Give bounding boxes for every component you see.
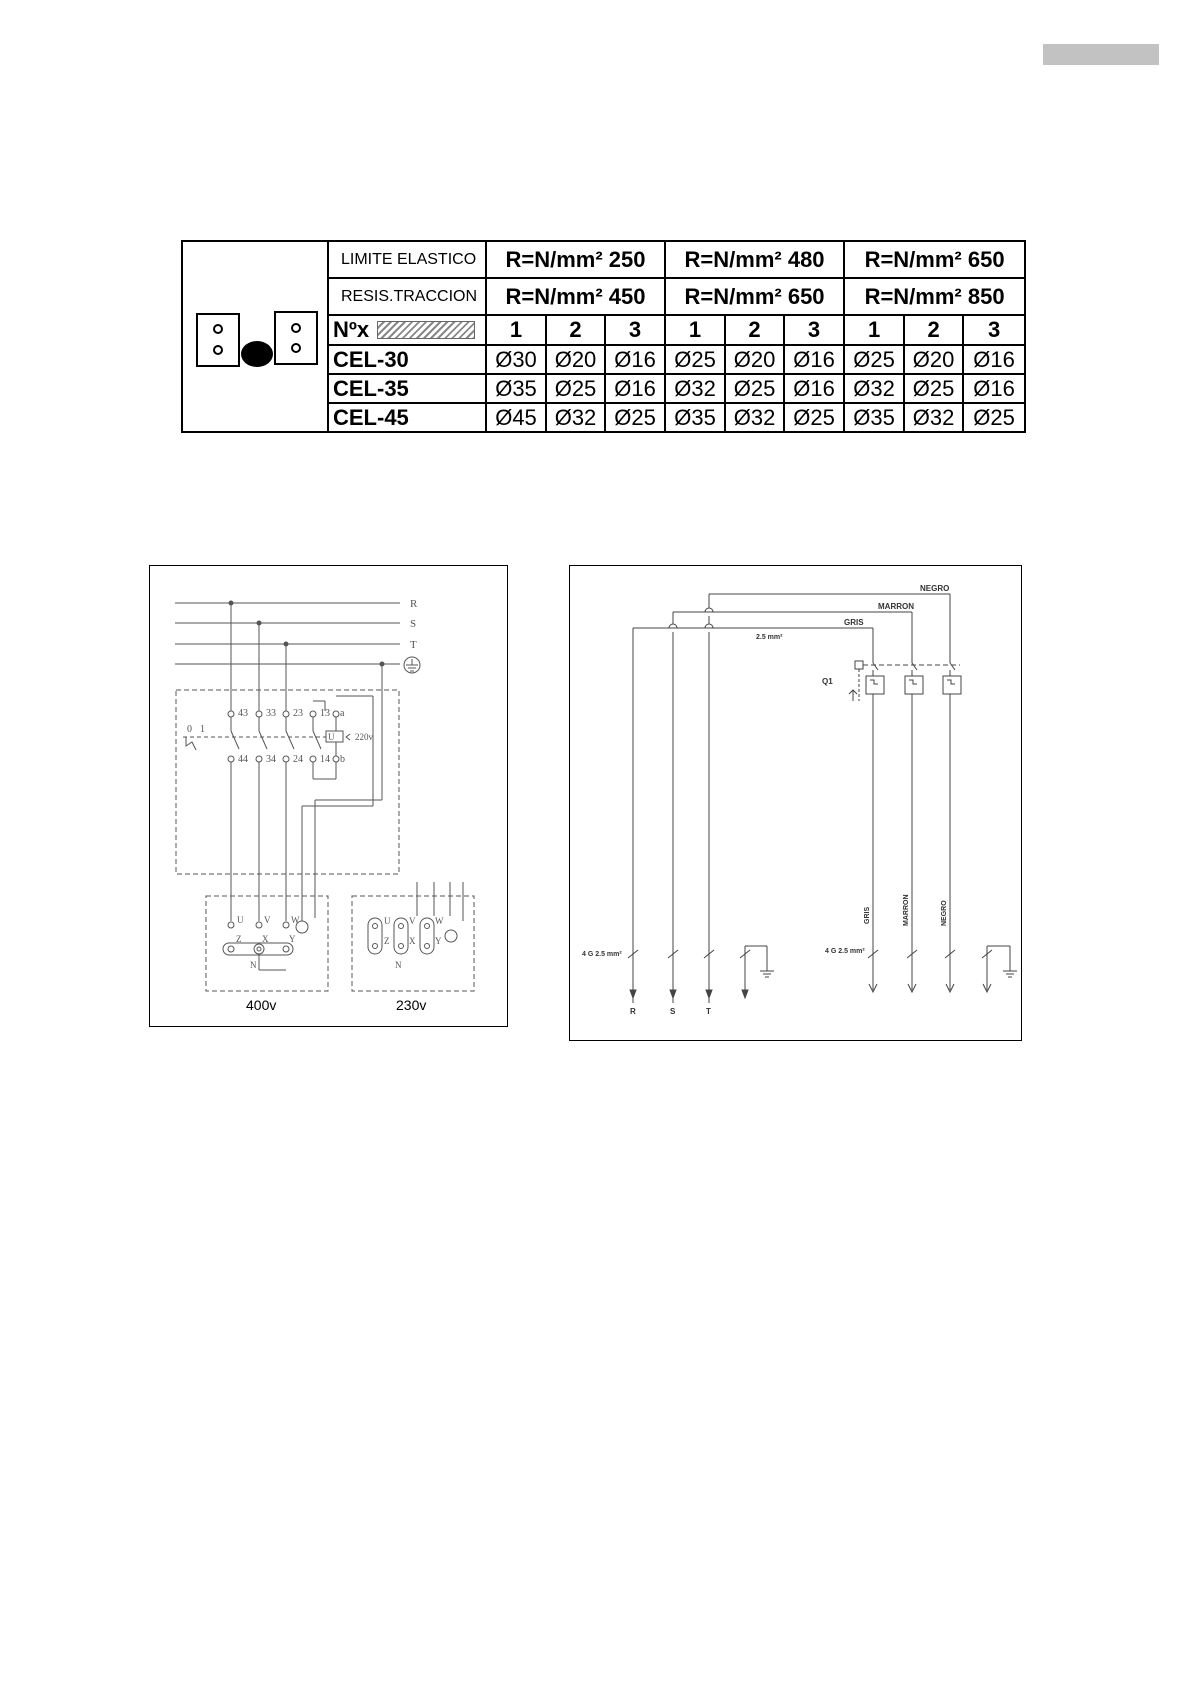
switch-label: 0 (187, 724, 192, 735)
diameter-cell: Ø35 (665, 403, 725, 432)
phase-label-t: T (706, 1007, 711, 1016)
line-label-r: R (410, 598, 418, 610)
nx-cell (328, 315, 486, 345)
number-cell: 3 (605, 315, 665, 345)
caption-230v: 230v (396, 997, 427, 1013)
wire-label-marron-vertical: MARRON (903, 894, 910, 926)
section-label: 2.5 mm² (756, 634, 783, 641)
model-label: CEL-30 (328, 345, 486, 374)
breaker-label: Q1 (822, 677, 833, 686)
terminal-label: U (384, 916, 391, 926)
nx-label: Nºx (333, 317, 370, 343)
contact-label: 34 (266, 754, 276, 765)
diameter-cell: Ø16 (963, 345, 1025, 374)
wire-label-marron: MARRON (878, 602, 914, 611)
diameter-cell: Ø16 (605, 374, 665, 403)
number-cell: 2 (725, 315, 784, 345)
limite-elastico-label: LIMITE ELASTICO (328, 241, 486, 278)
diameter-cell: Ø32 (546, 403, 605, 432)
diameter-cell: Ø20 (725, 345, 784, 374)
wire-label-negro-vertical: NEGRO (941, 900, 948, 926)
resis-value: R=N/mm² 450 (486, 278, 665, 315)
terminal-label: X (409, 936, 416, 946)
number-cell: 2 (546, 315, 605, 345)
model-label: CEL-35 (328, 374, 486, 403)
limite-value: R=N/mm² 480 (665, 241, 844, 278)
number-cell: 1 (665, 315, 725, 345)
line-label-s: S (410, 618, 417, 630)
diameter-cell: Ø35 (486, 374, 546, 403)
terminal-label: W (435, 916, 444, 926)
resis-value: R=N/mm² 850 (844, 278, 1025, 315)
diameter-cell: Ø16 (784, 374, 844, 403)
diameter-cell: Ø20 (546, 345, 605, 374)
diameter-cell: Ø32 (904, 403, 963, 432)
resis-value: R=N/mm² 650 (665, 278, 844, 315)
contact-label: 44 (238, 754, 248, 765)
clamp-illustration (182, 241, 328, 432)
limite-value: R=N/mm² 250 (486, 241, 665, 278)
diameter-cell: Ø25 (844, 345, 904, 374)
contact-label: 14 (320, 754, 330, 765)
wire-label-gris: GRIS (844, 618, 864, 627)
diameter-cell: Ø25 (784, 403, 844, 432)
neutral-label: N (395, 960, 402, 970)
diameter-cell: Ø16 (963, 374, 1025, 403)
number-cell: 1 (486, 315, 546, 345)
contact-label: 33 (266, 708, 276, 719)
terminal-label: U (237, 915, 244, 925)
terminal-label: X (262, 934, 269, 944)
model-label: CEL-45 (328, 403, 486, 432)
neutral-label: N (250, 960, 257, 970)
diameter-cell: Ø45 (486, 403, 546, 432)
diameter-cell: Ø25 (605, 403, 665, 432)
diameter-cell: Ø35 (844, 403, 904, 432)
terminal-label: V (409, 916, 416, 926)
wiring-diagram-panel (569, 565, 1022, 1041)
terminal-label: Z (236, 934, 242, 944)
diameter-cell: Ø25 (546, 374, 605, 403)
wiring-diagram-motor (149, 565, 508, 1027)
contact-label: 13 (320, 708, 330, 719)
coil-voltage: 220v (355, 732, 373, 742)
wire-label-negro: NEGRO (920, 584, 950, 593)
ground-icon (404, 657, 420, 673)
hatch-swatch (377, 321, 475, 339)
diameter-cell: Ø25 (665, 345, 725, 374)
diameter-cell: Ø20 (904, 345, 963, 374)
contact-label: 43 (238, 708, 248, 719)
spec-table (181, 240, 1026, 433)
coil-label: U (328, 732, 335, 742)
diameter-cell: Ø30 (486, 345, 546, 374)
phase-label-r: R (630, 1007, 636, 1016)
terminal-label: V (264, 915, 271, 925)
diameter-cell: Ø32 (844, 374, 904, 403)
diameter-cell: Ø25 (725, 374, 784, 403)
diameter-cell: Ø25 (963, 403, 1025, 432)
switch-label: 1 (200, 724, 205, 735)
contact-label: a (340, 708, 345, 719)
contact-label: 24 (293, 754, 303, 765)
diameter-cell: Ø32 (725, 403, 784, 432)
number-cell: 2 (904, 315, 963, 345)
terminal-label: Z (384, 936, 390, 946)
diameter-cell: Ø16 (605, 345, 665, 374)
page-tab-marker (1043, 44, 1159, 65)
number-cell: 3 (784, 315, 844, 345)
diameter-cell: Ø25 (904, 374, 963, 403)
number-cell: 1 (844, 315, 904, 345)
wire-label-gris-vertical: GRIS (864, 906, 871, 924)
terminal-label: Y (289, 934, 296, 944)
contact-label: 23 (293, 708, 303, 719)
cable-label-right: 4 G 2.5 mm² (825, 948, 865, 955)
contact-label: b (340, 754, 345, 765)
resis-traccion-label: RESIS.TRACCION (328, 278, 486, 315)
number-cell: 3 (963, 315, 1025, 345)
diameter-cell: Ø32 (665, 374, 725, 403)
phase-label-s: S (670, 1007, 676, 1016)
line-label-t: T (410, 639, 417, 651)
cable-label-left: 4 G 2.5 mm² (582, 951, 622, 958)
caption-400v: 400v (246, 997, 277, 1013)
limite-value: R=N/mm² 650 (844, 241, 1025, 278)
diameter-cell: Ø16 (784, 345, 844, 374)
terminal-label: W (291, 915, 300, 925)
terminal-label: Y (435, 936, 442, 946)
